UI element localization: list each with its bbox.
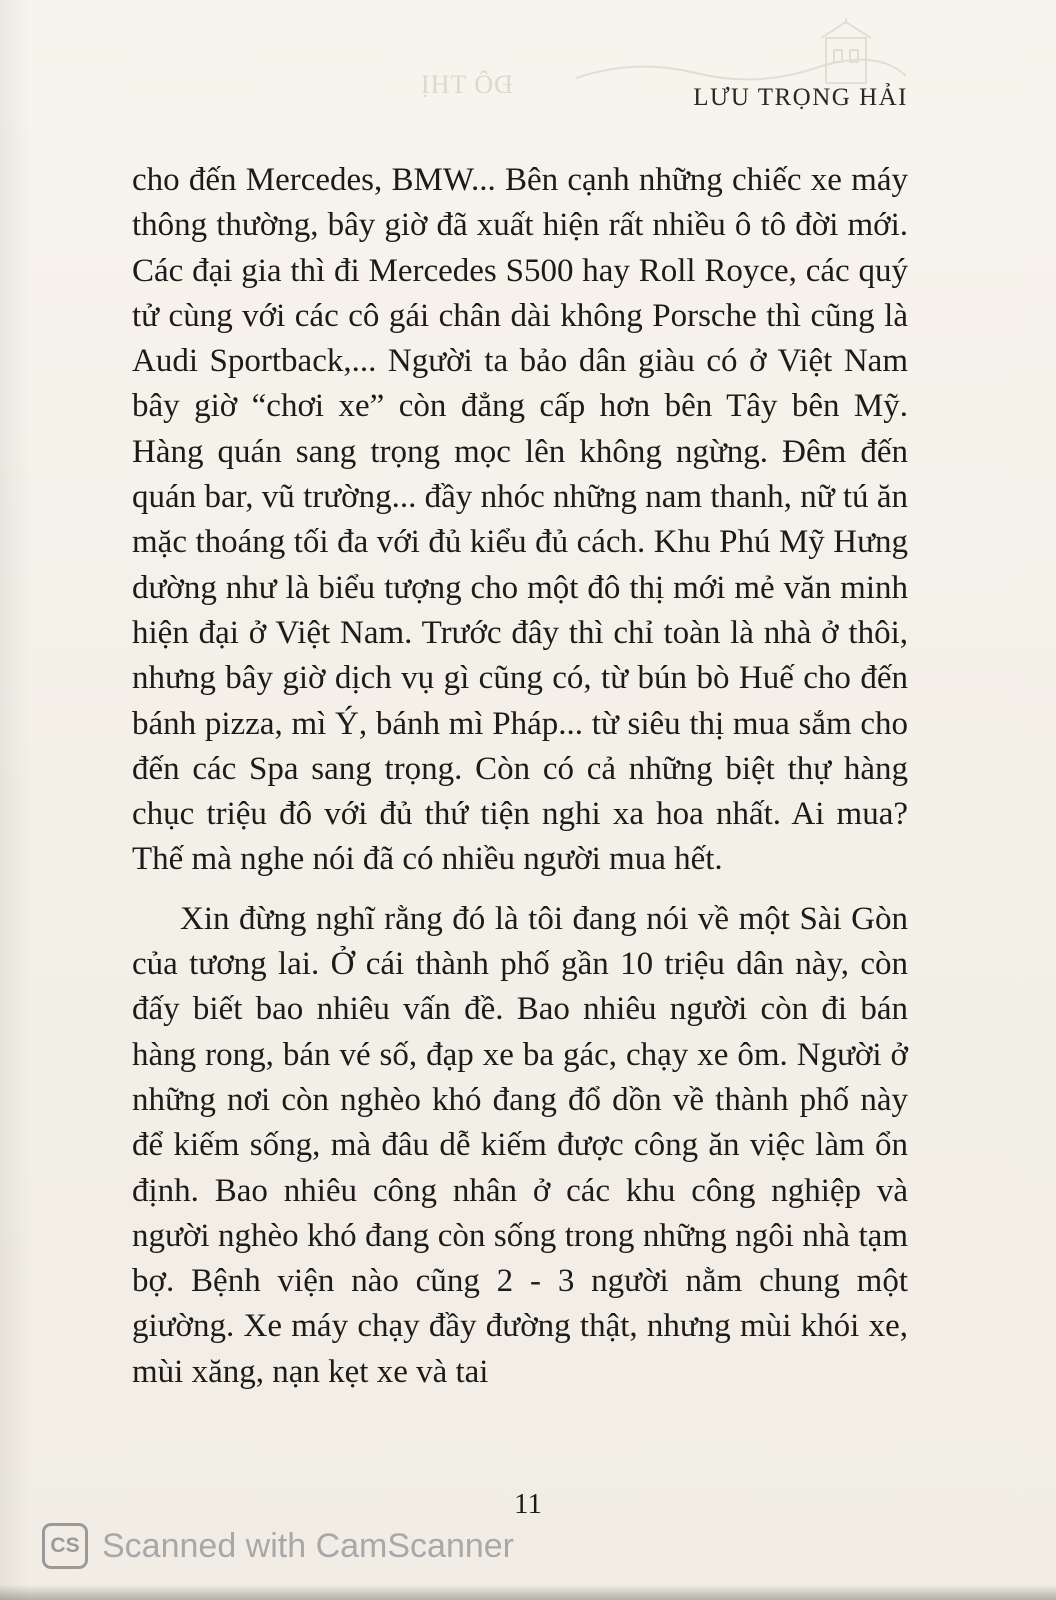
camscanner-watermark	[42, 1520, 514, 1572]
paragraph-2: Xin đừng nghĩ rằng đó là tôi đang nói về một Sài Gòn của tương lai. Ở cái thành phố gần 10 triệu dân này, còn đấy biết bao nhiêu vấn đề. Bao nhiêu người còn đi bán hàng rong, bán vé số, đạp xe ba gác, chạy xe ôm. Người ở những nơi còn nghèo khó đang đổ dồn về thành phố này để kiếm sống, mà đâu dễ kiếm được công ăn việc làm ổn định. Bao nhiêu công nhân ở các khu công nghiệp và người nghèo khó đang còn sống trong những ngôi nhà tạm bợ. Bệnh viện nào cũng 2 - 3 người nằm chung một giường. Xe máy chạy đầy đường thật, nhưng mùi khói xe, mùi xăng, nạn kẹt xe và tai	[132, 900, 908, 1390]
camscanner-text: Scanned with CamScanner	[102, 1526, 515, 1565]
bottom-shadow	[0, 1585, 1056, 1600]
spine-shadow	[0, 0, 30, 1600]
body-text	[132, 158, 908, 1395]
running-head: LƯU TRỌNG HẢI	[693, 84, 908, 111]
camscanner-logo-icon: CS	[42, 1523, 88, 1569]
paragraph-1: cho đến Mercedes, BMW... Bên cạnh những chiếc xe máy thông thường, bây giờ đã xuất hiện rất nhiều ô tô đời mới. Các đại gia thì đi Mercedes S500 hay Roll Royce, các quý tử cùng với các cô gái chân dài không Porsche thì cũng là Audi Sportback,... Người ta bảo dân giàu có ở Việt Nam bây giờ “chơi xe” còn đẳng cấp hơn bên Tây bên Mỹ. Hàng quán sang trọng mọc lên không ngừng. Đêm đến quán bar, vũ trường... đầy nhóc những nam thanh, nữ tú ăn mặc thoáng tối đa với đủ kiểu đủ cách. Khu Phú Mỹ Hưng dường như là biểu tượng cho một đô thị mới mẻ văn minh hiện đại ở Việt Nam. Trước đây thì chỉ toàn là nhà ở thôi, nhưng bây giờ dịch vụ gì cũng có, từ bún bò Huế cho đến bánh pizza, mì Ý, bánh mì Pháp... từ siêu thị mua sắm cho đến các Spa sang trọng. Còn có cả những biệt thự hàng chục triệu đô với đủ thứ tiện nghi xa hoa nhất. Ai mua? Thế mà nghe nói đã có nhiều người mua hết.	[132, 162, 908, 878]
page-number: 11	[514, 1488, 542, 1520]
header-ghost-text: ĐÔ THỊ	[420, 70, 513, 99]
